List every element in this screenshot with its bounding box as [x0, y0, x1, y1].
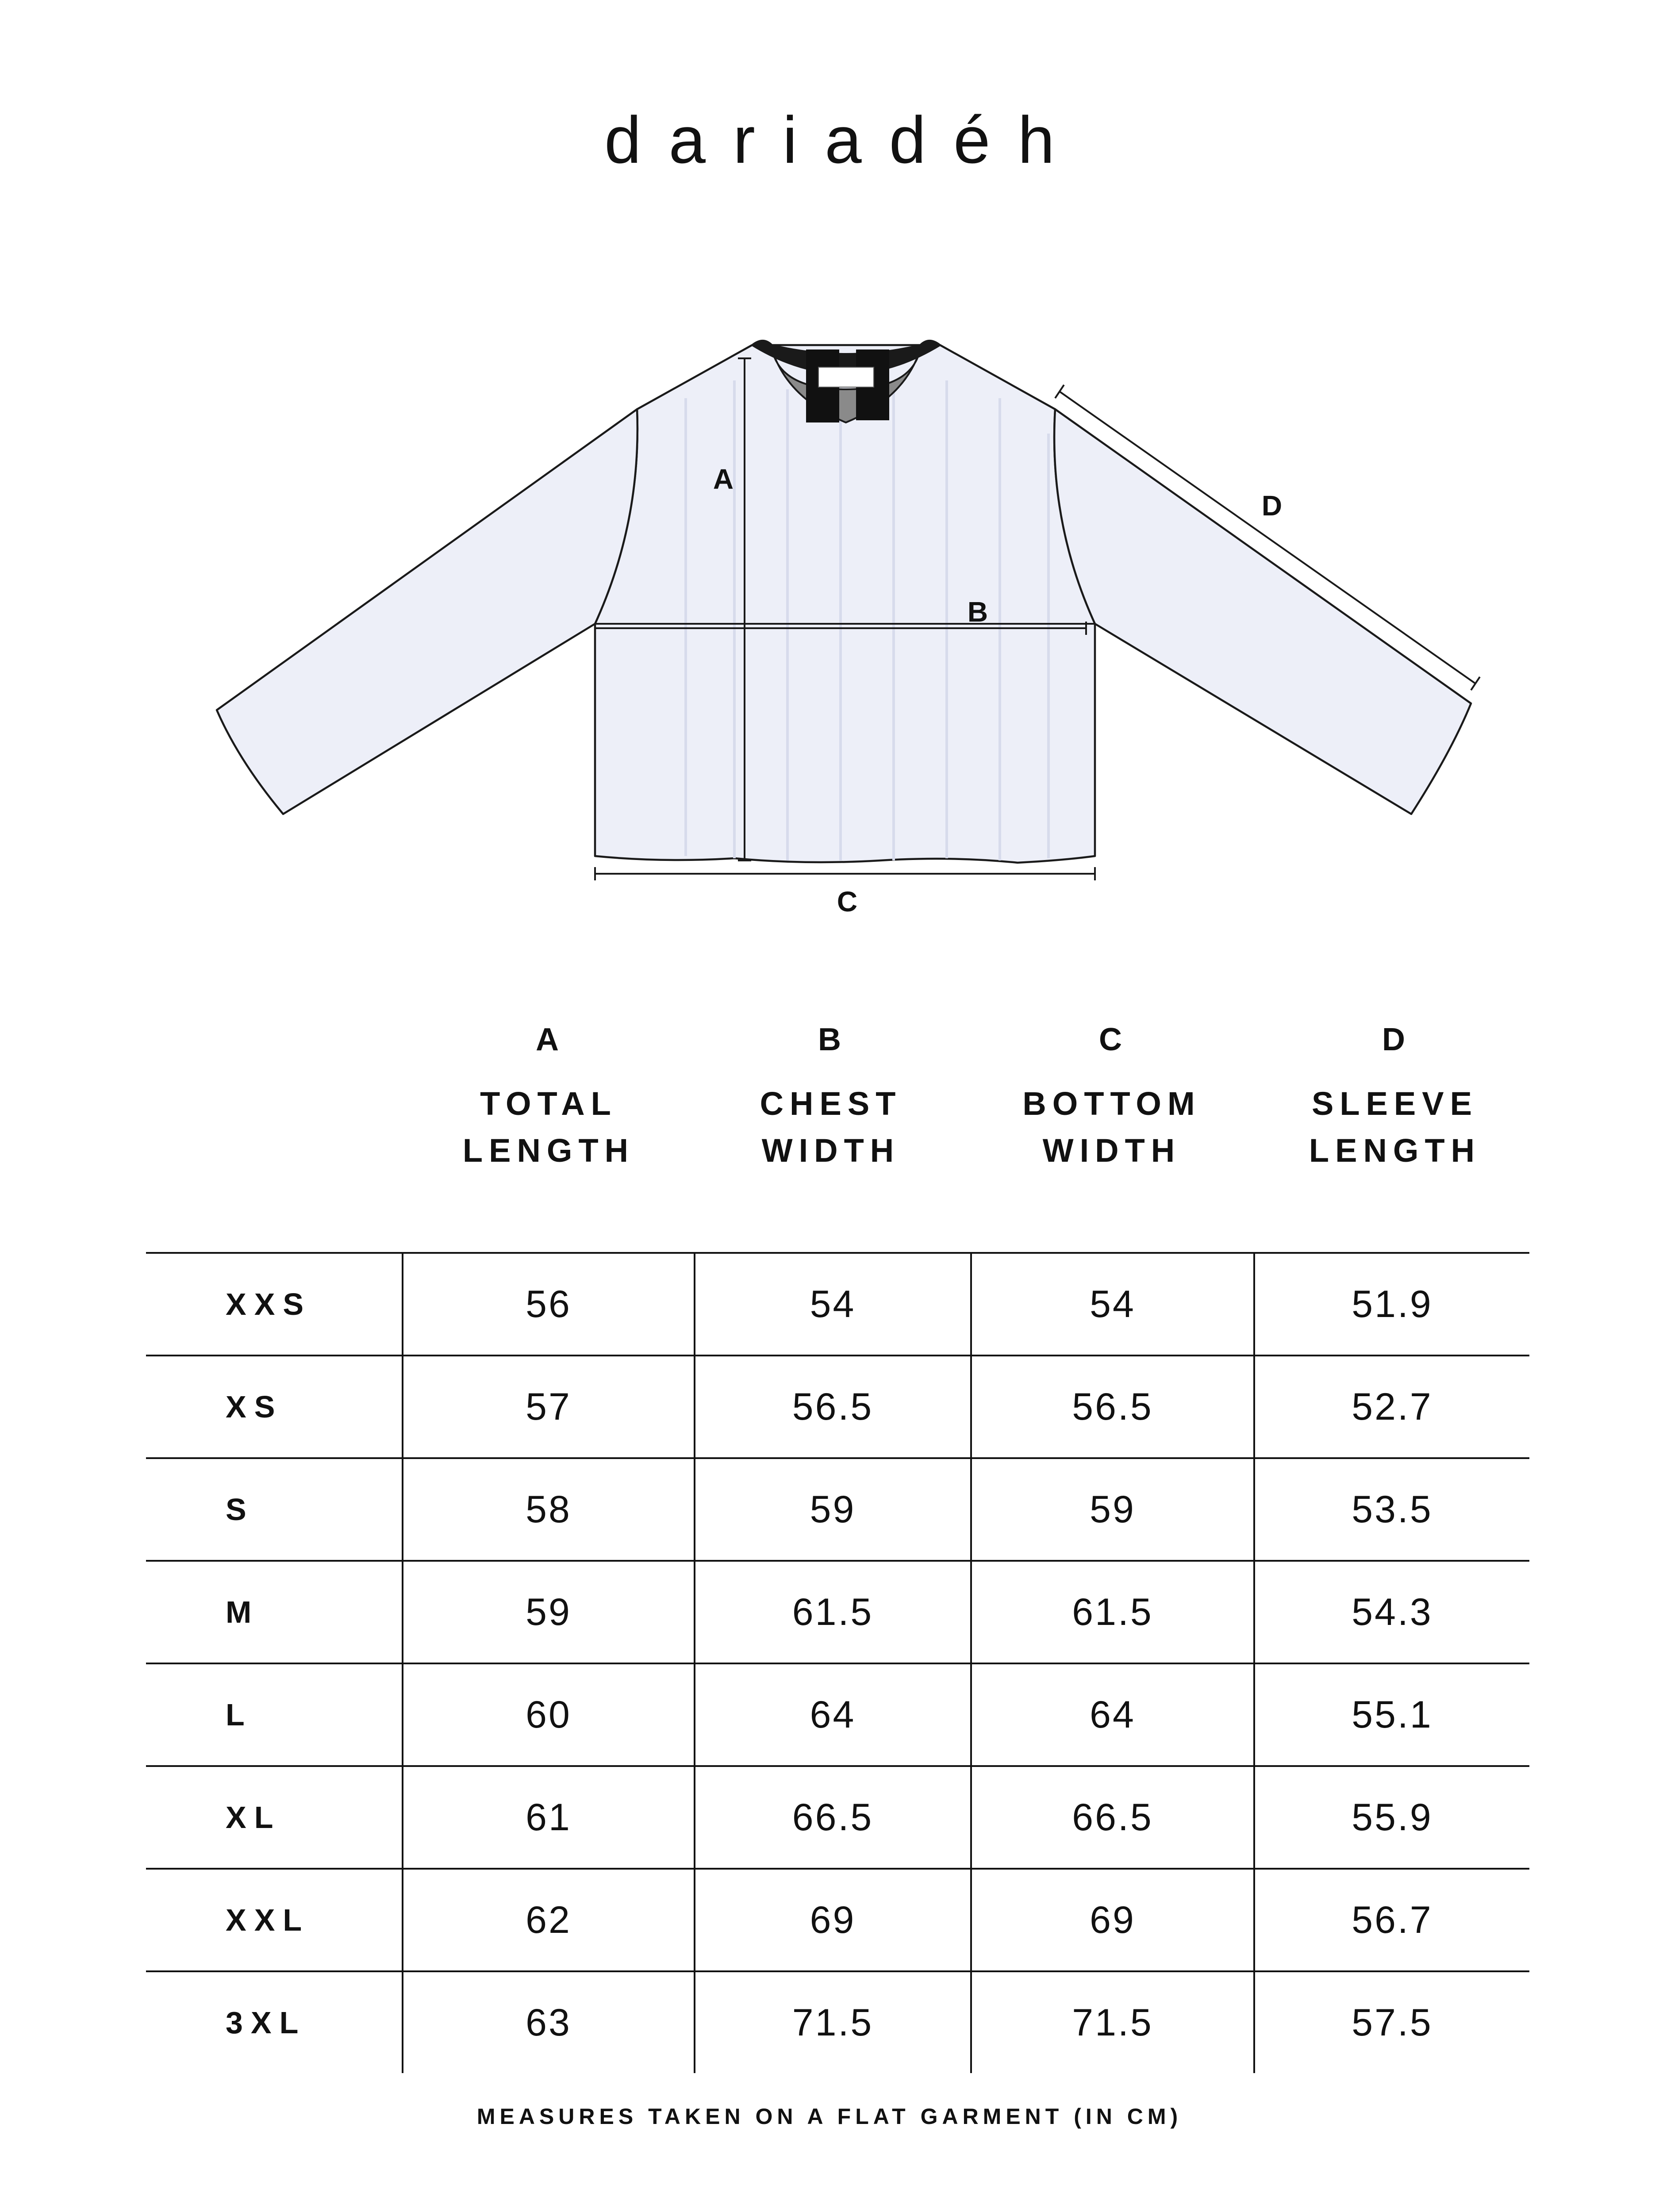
table-row: [146, 1356, 1529, 1458]
measurement-cell: 71.5: [695, 1971, 971, 2073]
measure-label-a: A: [713, 463, 734, 495]
measurement-cell: 53.5: [1254, 1458, 1529, 1561]
table-row: [146, 1766, 1529, 1869]
table-row: [146, 1869, 1529, 1971]
measurement-cell: 59: [695, 1458, 971, 1561]
column-letter: A: [536, 1022, 561, 1057]
measurement-cell: 63: [403, 1971, 695, 2073]
measurement-cell: 69: [695, 1869, 971, 1971]
measurement-cell: 69: [971, 1869, 1254, 1971]
measurement-cell: 62: [403, 1869, 695, 1971]
column-name-line1: BOTTOM: [1022, 1085, 1201, 1122]
brand-logo: dariadéh: [604, 103, 1082, 177]
size-label: 3XL: [146, 1971, 403, 2073]
measurement-cell: 54: [971, 1253, 1254, 1356]
table-row: [146, 1561, 1529, 1663]
measurement-cell: 54.3: [1254, 1561, 1529, 1663]
measure-label-c: C: [837, 886, 858, 918]
measurement-cell: 59: [403, 1561, 695, 1663]
column-name-line1: CHEST: [760, 1085, 902, 1122]
measurement-cell: 59: [971, 1458, 1254, 1561]
measurement-cell: 57: [403, 1356, 695, 1458]
measurement-cell: 60: [403, 1663, 695, 1766]
column-header-c: [979, 1018, 1244, 1174]
measurement-cell: 64: [695, 1663, 971, 1766]
garment-right-sleeve: [1054, 409, 1471, 814]
measurement-cell: 52.7: [1254, 1356, 1529, 1458]
size-label: XL: [146, 1766, 403, 1869]
table-row: [146, 1458, 1529, 1561]
table-row: [146, 1663, 1529, 1766]
measurement-cell: 56.5: [695, 1356, 971, 1458]
measurement-cell: 57.5: [1254, 1971, 1529, 2073]
measurement-cell: 55.1: [1254, 1663, 1529, 1766]
column-header-d: [1262, 1018, 1528, 1174]
size-label: M: [146, 1561, 403, 1663]
measurement-cell: 66.5: [971, 1766, 1254, 1869]
column-name-line2: WIDTH: [1042, 1132, 1181, 1169]
column-name-line1: SLEEVE: [1312, 1085, 1478, 1122]
measurement-cell: 66.5: [695, 1766, 971, 1869]
column-name-line2: LENGTH: [1309, 1132, 1481, 1169]
size-label: S: [146, 1458, 403, 1561]
measurement-cell: 51.9: [1254, 1253, 1529, 1356]
measurement-cell: 58: [403, 1458, 695, 1561]
footnote: MEASURES TAKEN ON A FLAT GARMENT (IN CM): [476, 2104, 1183, 2129]
table-row: [146, 1253, 1529, 1356]
size-label: XXS: [146, 1253, 403, 1356]
size-label: L: [146, 1663, 403, 1766]
measurement-cell: 71.5: [971, 1971, 1254, 2073]
measurement-cell: 54: [695, 1253, 971, 1356]
table-row: [146, 1971, 1529, 2073]
garment-left-sleeve: [217, 409, 637, 814]
garment-diagram: [0, 0, 1659, 973]
measurement-cell: 56: [403, 1253, 695, 1356]
measurement-cell: 61.5: [971, 1561, 1254, 1663]
size-label: XXL: [146, 1869, 403, 1971]
measurement-cell: 55.9: [1254, 1766, 1529, 1869]
column-header-a: [416, 1018, 681, 1174]
measurement-cell: 64: [971, 1663, 1254, 1766]
column-name-line2: WIDTH: [761, 1132, 900, 1169]
measurement-cell: 56.5: [971, 1356, 1254, 1458]
measure-label-b: B: [967, 596, 988, 628]
measurement-cell: 61.5: [695, 1561, 971, 1663]
measure-label-d: D: [1261, 490, 1283, 522]
size-table: [146, 1252, 1529, 2073]
column-letter: C: [1099, 1022, 1125, 1057]
measurement-cell: 61: [403, 1766, 695, 1869]
column-letter: B: [818, 1022, 844, 1057]
column-name-line1: TOTAL: [480, 1085, 617, 1122]
column-name-line2: LENGTH: [462, 1132, 635, 1169]
column-letter: D: [1382, 1022, 1408, 1057]
size-label: XS: [146, 1356, 403, 1458]
column-header-b: [698, 1018, 964, 1174]
measurement-cell: 56.7: [1254, 1869, 1529, 1971]
